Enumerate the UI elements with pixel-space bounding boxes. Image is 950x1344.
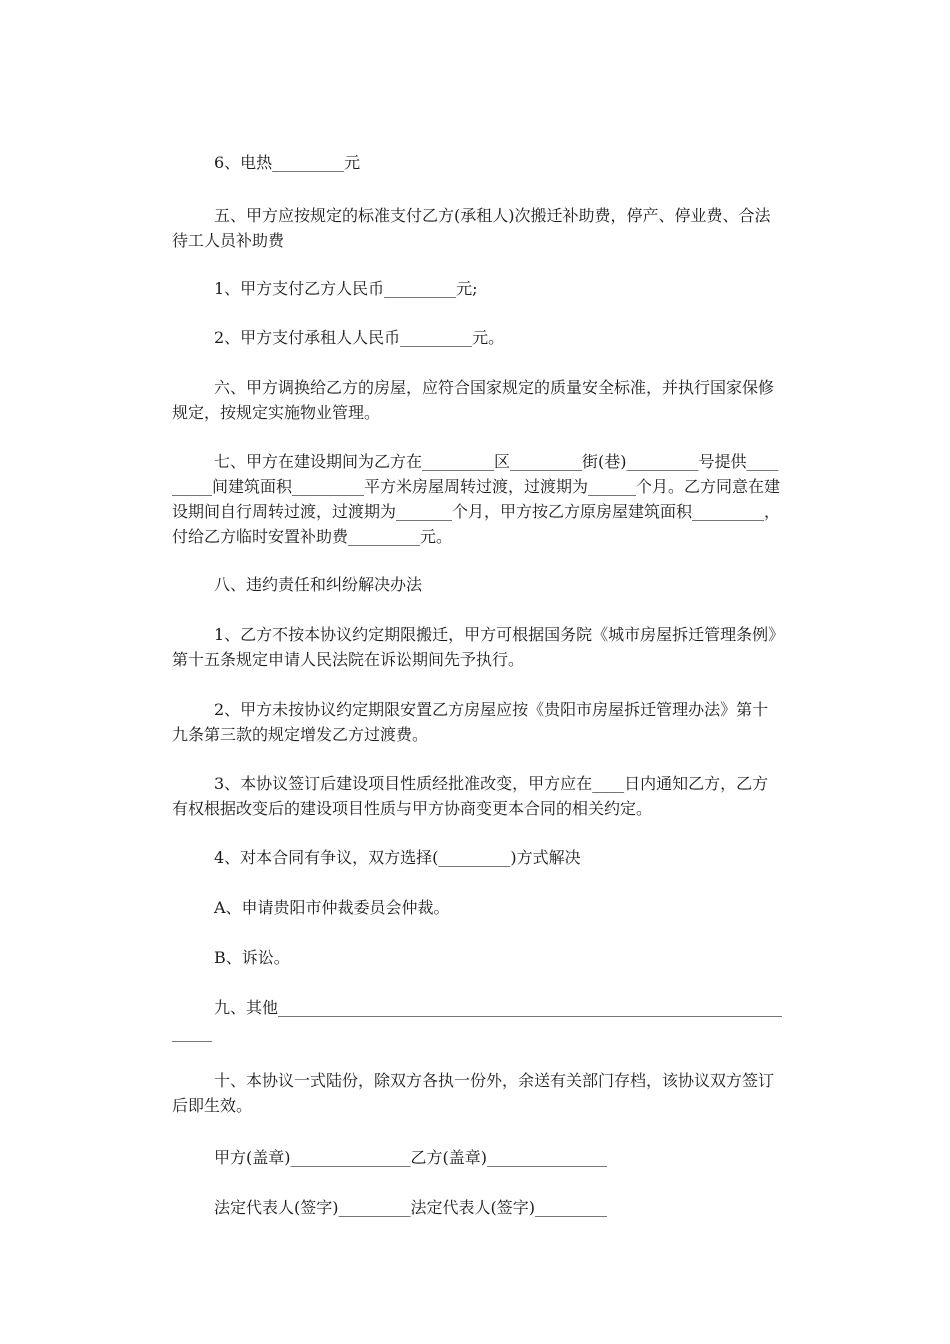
item-pay-party-b: 1、甲方支付乙方人民币_________元; [214, 279, 478, 298]
item-electric-heating: 6、电热_________元 [214, 153, 361, 172]
signature-seal-line: 甲方(盖章)_______________乙方(盖章)_______________ [214, 1148, 607, 1167]
signature-representative-line: 法定代表人(签字)_________法定代表人(签字)_________ [214, 1198, 607, 1217]
clause-six-housing-standard: 六、甲方调换给乙方的房屋，应符合国家规定的质量安全标准，并执行国家保修规定，按规定实施物业管理。 [172, 378, 775, 422]
item-dispute-choice: 4、对本合同有争议，双方选择(_________)方式解决 [214, 848, 581, 867]
item-project-change: 3、本协议签订后建设项目性质经批准改变，甲方应在____日内通知乙方，乙方有权根据改变后的建设项目性质与甲方协商变更本合同的相关约定。 [172, 774, 769, 818]
item-party-b-breach: 1、乙方不按本协议约定期限搬迁，甲方可根据国务院《城市房屋拆迁管理条例》第十五条规定申请人民法院在诉讼期间先予执行。 [172, 625, 777, 669]
item-pay-tenant: 2、甲方支付承租人人民币_________元。 [214, 328, 505, 347]
clause-eight-heading: 八、违约责任和纠纷解决办法 [214, 575, 423, 594]
option-litigation: B、诉讼。 [214, 948, 290, 967]
clause-nine-other: 九、其他____________________________________________________________________ [172, 998, 783, 1042]
option-arbitration: A、申请贵阳市仲裁委员会仲裁。 [214, 898, 450, 917]
item-party-a-breach: 2、甲方未按协议约定期限安置乙方房屋应按《贵阳市房屋拆迁管理办法》第十九条第三款的规定增发乙方过渡费。 [172, 700, 769, 744]
clause-ten-copies: 十、本协议一式陆份，除双方各执一份外，余送有关部门存档，该协议双方签订后即生效。 [172, 1071, 775, 1115]
clause-five-subsidy: 五、甲方应按规定的标准支付乙方(承租人)次搬迁补助费，停产、停业费、合法待工人员补助费 [172, 206, 771, 250]
clause-seven-transition: 七、甲方在建设期间为乙方在_________区_________街(巷)_________号提供_________间建筑面积_________平方米房屋周转过渡，过渡期为______个月。乙方同意在建设期间自行周转过渡，过渡期为_______个月，甲方按乙方原房屋建筑面积_________，付给乙方临时安置补助费_________元。 [172, 452, 781, 546]
